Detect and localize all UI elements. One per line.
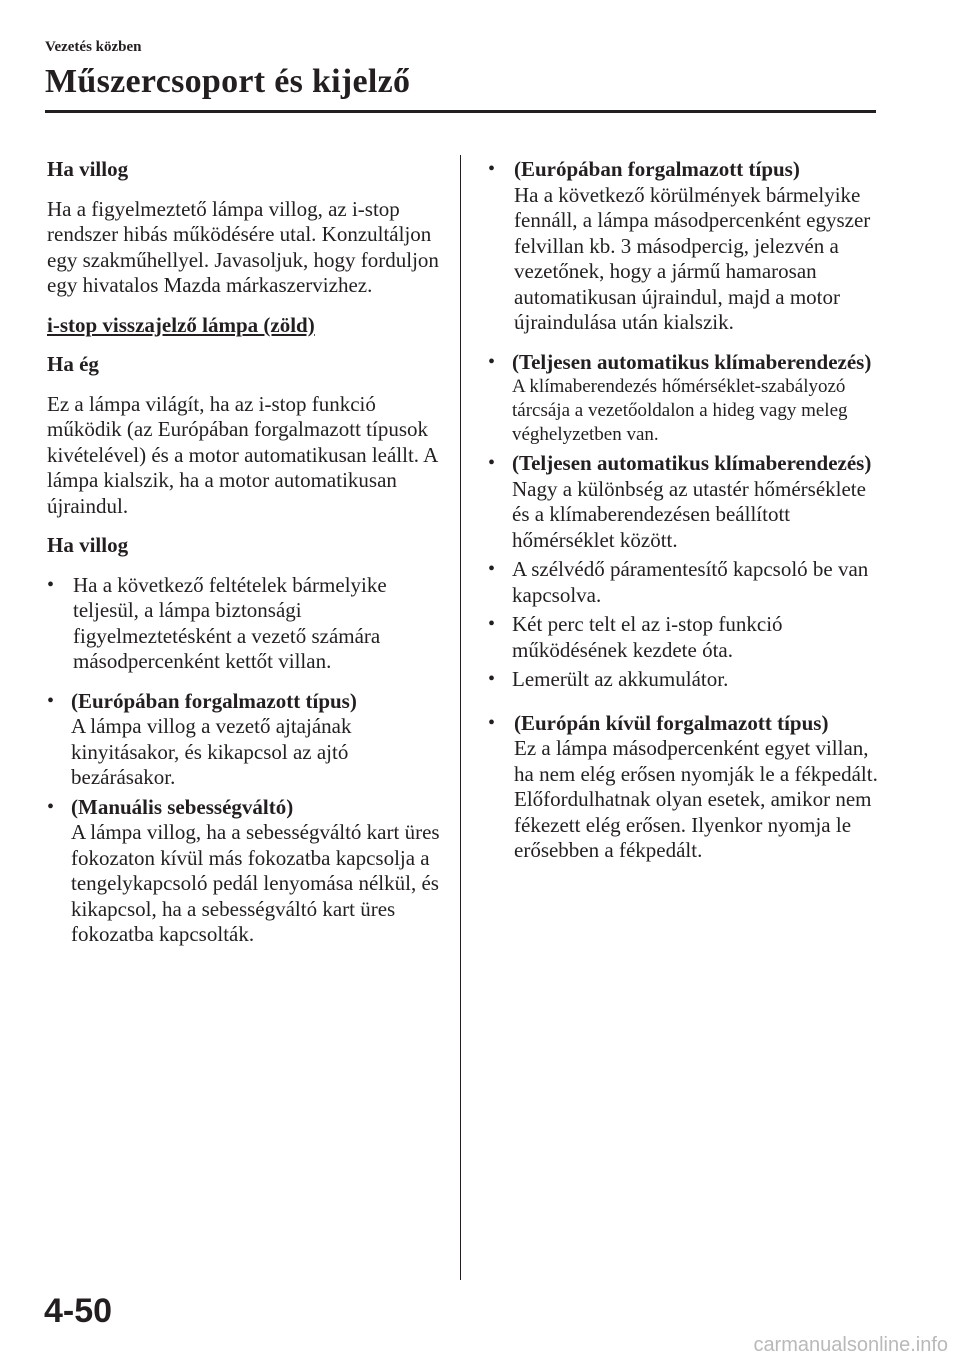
bullet-text: A klímaberendezés hőmérséklet-szabályozó tárcsája a vezetőoldalon a hideg vagy meleg véghelyzetben van.	[512, 376, 848, 445]
bullet-title: (Teljesen automatikus klímaberendezés)	[512, 349, 872, 374]
paragraph-illuminated: Ez a lámpa világít, ha az i-stop funkció működik (az Európában forgalmazott típusok kivételével) és a motor automatikusan leállt. A lámpa kialszik, ha a motor automatikusan újraindul.	[47, 391, 438, 518]
bullet-icon: •	[488, 668, 496, 690]
header-rule	[45, 110, 876, 113]
bullet-text: A szélvédő páramentesítő kapcsoló be van kapcsolva.	[512, 557, 869, 607]
bullet-title: (Teljesen automatikus klímaberendezés)	[512, 451, 872, 475]
bullet-text: Ha a következő feltételek bármelyike teljesül, a lámpa biztonsági figyelmeztetésként a vezető számára másodpercenként kettőt villan.	[73, 572, 387, 673]
spacer	[488, 697, 888, 711]
subheading-istop-indicator: i-stop visszajelző lámpa (zöld)	[47, 312, 315, 337]
bullet-icon: •	[47, 573, 55, 596]
paragraph-warning-flash: Ha a figyelmeztető lámpa villog, az i-stop rendszer hibás működésére utal. Konzultáljon egy szakműhellyel. Javasoljuk, hogy forduljon egy hivatalos Mazda márkaszervizhez.	[47, 196, 439, 297]
right-column	[488, 157, 888, 876]
bullet-text: A lámpa villog a vezető ajtajának kinyitásakor, és kikapcsol az ajtó bezárásakor.	[71, 714, 352, 789]
list-item	[47, 689, 442, 791]
list-item	[488, 612, 888, 663]
bullet-text: Ha a következő körülmények bármelyike fennáll, a lámpa másodpercenként egyszer felvillan kb. 3 másodpercig, jelezvén a vezetőnek, hogy a jármű hamarosan automatikusan újraindul, majd a motor újraindulása után kialszik.	[514, 182, 871, 334]
bullet-icon: •	[488, 558, 496, 580]
bullet-title: (Manuális sebességváltó)	[71, 794, 294, 819]
heading-illuminated: Ha ég	[47, 352, 99, 376]
list-item	[488, 711, 888, 864]
bullet-icon: •	[488, 158, 496, 180]
bullet-icon: •	[488, 350, 496, 373]
column-divider	[460, 155, 461, 1280]
watermark-text: carmanualsonline.info	[753, 1334, 948, 1356]
bullet-text: Két perc telt el az i-stop funkció működésének kezdete óta.	[512, 612, 783, 662]
heading-flashing: Ha villog	[47, 157, 129, 181]
bullet-text: A lámpa villog, ha a sebességváltó kart üres fokozaton kívül más fokozatba kapcsolja a tengelykapcsoló pedál lenyomása nélkül, és kikapcsol, ha a sebességváltó kart üres fokozatba kapcsolták.	[71, 820, 440, 946]
list-item	[488, 667, 888, 693]
section-label: Vezetés közben	[45, 39, 142, 55]
bullet-title: (Európában forgalmazott típus)	[514, 157, 800, 181]
list-item	[488, 451, 888, 553]
left-column	[47, 157, 442, 952]
list-item	[488, 557, 888, 608]
bullet-title: (Európán kívül forgalmazott típus)	[514, 710, 829, 735]
chapter-title: Műszercsoport és kijelző	[45, 63, 411, 100]
bullet-icon: •	[47, 795, 55, 818]
list-item	[488, 350, 888, 448]
bullet-title: (Európában forgalmazott típus)	[71, 688, 357, 713]
bullet-text: Nagy a különbség az utastér hőmérséklete és a klímaberendezésen beállított hőmérséklet között.	[512, 476, 866, 552]
bullet-icon: •	[488, 452, 496, 474]
heading-flashing-2: Ha villog	[47, 533, 129, 557]
list-item	[47, 795, 442, 948]
list-item	[488, 157, 888, 336]
bullet-icon: •	[47, 689, 55, 712]
bullet-icon: •	[488, 711, 496, 734]
bullet-icon: •	[488, 613, 496, 635]
page-header	[45, 38, 875, 102]
list-item	[47, 573, 442, 675]
bullet-text: Ez a lámpa másodpercenként egyet villan, ha nem elég erősen nyomják le a fékpedált. Előfordulhatnak olyan esetek, amikor nem fékezett elég erősen. Ilyenkor nyomja le erősebben a fékpedált.	[514, 736, 878, 862]
page-number: 4-50	[44, 1292, 113, 1330]
bullet-text: Lemerült az akkumulátor.	[512, 667, 729, 691]
